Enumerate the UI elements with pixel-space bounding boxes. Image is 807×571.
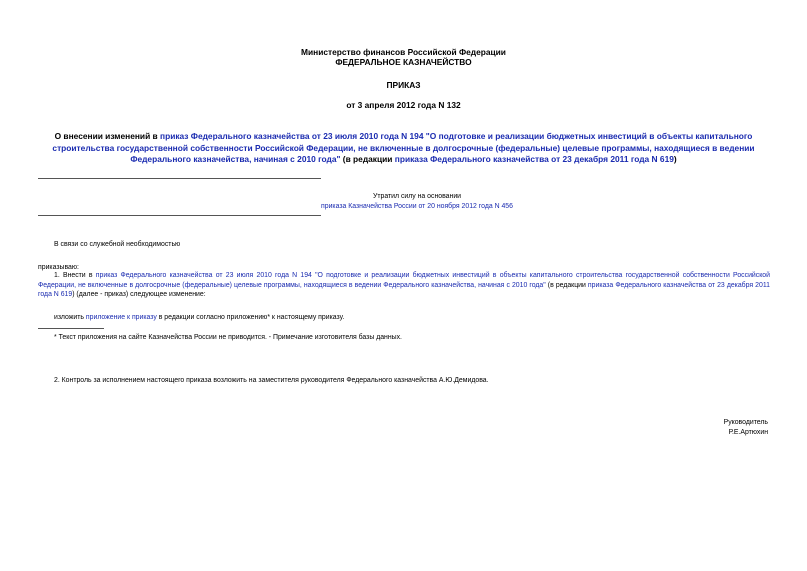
status-link[interactable]: приказа Казначейства России от 20 ноября 2012 года N 456 xyxy=(321,203,513,210)
agency-name: ФЕДЕРАЛЬНОЕ КАЗНАЧЕЙСТВО xyxy=(335,57,472,67)
change-prefix: изложить xyxy=(54,314,86,321)
change-instruction xyxy=(54,313,344,322)
title-suffix: ) xyxy=(673,154,677,164)
signature-position: Руководитель xyxy=(723,419,768,426)
intro-text: В связи со служебной необходимостью xyxy=(54,241,181,248)
item-1-mid: (в редакции xyxy=(545,281,588,289)
signature-name: Р.Е.Артюхин xyxy=(728,429,768,436)
footnote: * Текст приложения на сайте Казначейства России не приводится. - Примечание изготовителя базы данных. xyxy=(54,334,402,341)
title-prefix: О внесении изменений в xyxy=(54,131,161,141)
item-1-link-order-619[interactable]: приказа Федерального казначейства от 23 декабря 2011 года N 619 xyxy=(38,281,770,299)
status-divider-top xyxy=(38,178,321,179)
appendix-link[interactable]: приложение к приказу xyxy=(85,314,157,321)
status-divider-bottom xyxy=(38,215,321,216)
item-2: 2. Контроль за исполнением настоящего приказа возложить на заместителя руководителя Федерального казначейства А.Ю.Демидова. xyxy=(54,377,489,384)
order-word: приказываю: xyxy=(38,264,79,271)
item-1-suffix: ) (далее - приказ) следующее изменение: xyxy=(72,291,206,299)
document-date: от 3 апреля 2012 года N 132 xyxy=(346,100,461,110)
ministry-name: Министерство финансов Российской Федерации xyxy=(301,47,506,57)
item-1-link-order-194[interactable]: приказ Федерального казначейства от 23 июля 2010 года N 194 "О подготовке и реализации бюджетных инвестиций в объекты капитального строительства государственной собственности Российской Федерации, не включенные в долгосрочные (федеральные) целевые программы, находящиеся в ведении Федерального казначейства, начиная с 2010 года" xyxy=(38,272,770,289)
document-type: ПРИКАЗ xyxy=(386,80,421,90)
change-suffix: в редакции согласно приложению* к настоящему приказу. xyxy=(156,314,345,321)
title-link-order-619[interactable]: приказа Федерального казначейства от 23 декабря 2011 года N 619 xyxy=(394,154,674,164)
title-mid: (в редакции xyxy=(340,154,395,164)
item-1 xyxy=(38,271,770,300)
footnote-divider xyxy=(38,328,104,329)
title-link-order-194[interactable]: приказ Федерального казначейства от 23 июля 2010 года N 194 "О подготовке и реализации бюджетных инвестиций в объекты капитального строительства государственной собственности Российской Федерации, не включенные в долгосрочные (федеральные) целевые программы, находящиеся в ведении Федерального казначейства, начиная с 2010 года" xyxy=(52,131,755,164)
document-title xyxy=(30,131,777,166)
item-1-prefix: 1. Внести в xyxy=(54,272,96,279)
status-line: Утратил силу на основании xyxy=(372,193,462,200)
